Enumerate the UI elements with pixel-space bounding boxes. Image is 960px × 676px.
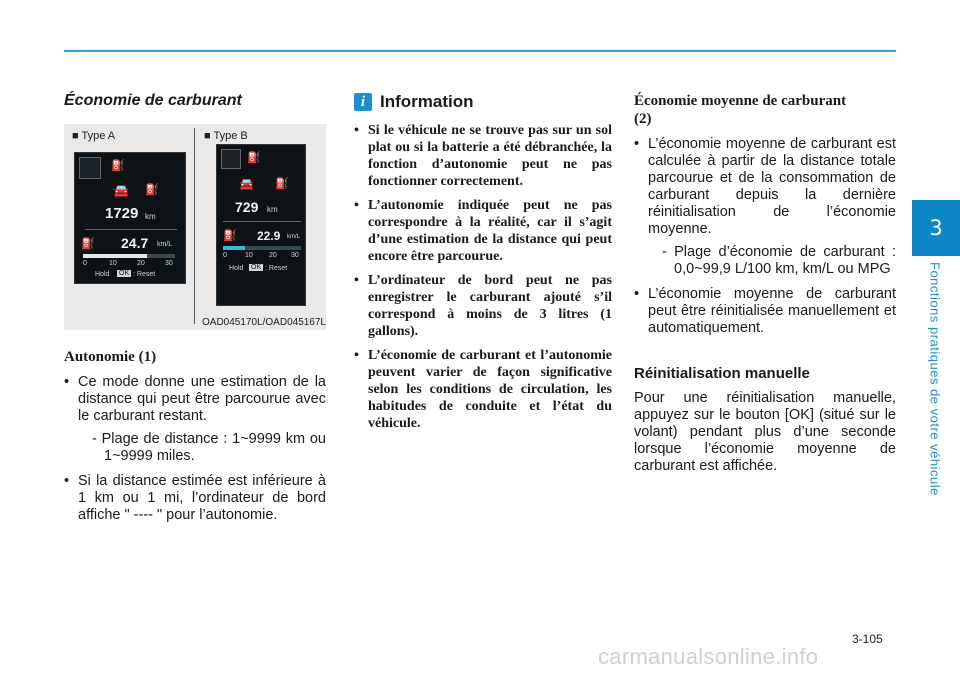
economy-value: 24.7 [121, 235, 149, 251]
chapter-title: Fonctions pratiques de votre véhicule [927, 262, 943, 496]
manual-reset-heading: Réinitialisation manuelle [634, 365, 810, 382]
cluster-display-type-b [216, 144, 306, 306]
range-value: 729 [235, 199, 259, 215]
scale-tick-0: 0 [223, 252, 227, 259]
range-bullets [64, 374, 326, 524]
top-rule [64, 50, 896, 52]
display-indicator-box [79, 157, 101, 179]
hold-label: Hold [95, 271, 110, 278]
scale-tick-30: 30 [165, 260, 173, 267]
info-list [354, 122, 612, 432]
car-icon: 🚘 [113, 183, 130, 198]
watermark: carmanualsonline.info [598, 644, 819, 669]
list-item: • L’autonomie indiquée peut ne pas correspondre à la réalité, car il s’agit d’une estimation de la distance qui peut encore être parcourue. [354, 197, 612, 265]
column-left [64, 92, 326, 524]
fuel-pump-icon: ⛽ [111, 160, 125, 172]
sub-item: - Plage de distance : 1~9999 km ou 1~9999 miles. [92, 431, 326, 464]
info-header [354, 92, 612, 112]
display-separator [223, 221, 301, 222]
sub-item: - Plage d’économie de carburant : 0,0~99,9 L/100 km, km/L ou MPG [662, 244, 896, 277]
range-heading: Autonomie (1) [64, 349, 157, 365]
list-item: • L’ordinateur de bord peut ne pas enregistrer le carburant ajouté s’il correspond à moins de 3 litres (1 gallons). [354, 272, 612, 340]
range-unit: km [267, 205, 278, 214]
display-separator [85, 229, 177, 230]
ok-badge: OK [119, 270, 130, 277]
scale-tick-20: 20 [137, 260, 145, 267]
average-economy-bullets [634, 136, 896, 337]
figure-code: OAD045170L/OAD045167L [202, 317, 326, 328]
reset-label: : Reset [265, 265, 288, 272]
column-middle [354, 92, 612, 432]
list-item: • L’économie de carburant et l’autonomie peuvent varier de façon significative selon les conditions de circulation, les habitudes de conduite et l’état du véhicule. [354, 347, 612, 432]
scale-tick-20: 20 [269, 252, 277, 259]
display-indicator-box [221, 149, 241, 169]
average-economy-heading: Économie moyenne de carburant (2) [634, 93, 847, 127]
scale-tick-30: 30 [291, 252, 299, 259]
hold-label: Hold [229, 265, 244, 272]
chapter-tab [912, 200, 960, 256]
column-right [634, 92, 896, 475]
list-item: • Ce mode donne une estimation de la distance qui peut être parcourue avec le carburant restant. - Plage de distance : 1~9999 km ou 1~9999 miles. [64, 374, 326, 465]
list-item: • L’économie moyenne de carburant peut être réinitialisée manuellement et automatiquement. [634, 286, 896, 337]
fuel-pump-icon: ⛽ [145, 184, 159, 196]
economy-unit: km/L [287, 234, 301, 240]
chapter-title-vertical [924, 262, 946, 502]
list-item: • L’économie moyenne de carburant est calculée à partir de la distance totale parcourue et de la consommation de carburant depuis la dernière réinitialisation de l’économie moyenne. - Plage d’économie de carburant : 0,0~99,9 L/100 km, km/L ou MPG [634, 136, 896, 278]
section-title: Économie de carburant [64, 92, 242, 109]
scale-tick-10: 10 [245, 252, 253, 259]
economy-scale-fill [223, 246, 245, 250]
fuel-pump-icon: ⛽ [223, 230, 237, 242]
page-number: 3-105 [852, 632, 883, 646]
economy-unit: km/L [157, 241, 173, 248]
scale-tick-0: 0 [83, 260, 87, 267]
fuel-pump-icon: ⛽ [275, 178, 289, 190]
range-unit: km [145, 212, 156, 221]
economy-scale-fill [83, 254, 147, 258]
figure-label-type-b: ■ Type B [204, 130, 248, 142]
range-value: 1729 [105, 205, 139, 222]
ok-badge: OK [251, 264, 262, 271]
list-item: • Si le véhicule ne se trouve pas sur un sol plat ou si la batterie a été débranchée, la fonction d’autonomie peut ne pas fonctionner correctement. [354, 122, 612, 190]
list-item: • Si la distance estimée est inférieure à 1 km ou 1 mi, l’ordinateur de bord affiche " ---- " pour l’autonomie. [64, 473, 326, 524]
chapter-number: 3 [929, 216, 943, 240]
economy-value: 22.9 [257, 229, 281, 243]
fuel-pump-icon: ⛽ [81, 238, 95, 250]
fuel-pump-icon: ⛽ [247, 152, 261, 164]
cluster-display-type-a [74, 152, 186, 284]
figure-divider [194, 128, 195, 324]
reset-label: : Reset [133, 271, 156, 278]
info-icon: i [354, 93, 372, 111]
figure-label-type-a: ■ Type A [72, 130, 116, 142]
car-icon: 🚘 [239, 177, 254, 191]
scale-tick-10: 10 [109, 260, 117, 267]
instrument-cluster-figure [64, 124, 326, 330]
info-title: Information [380, 92, 474, 111]
manual-reset-text: Pour une réinitialisation manuelle, appuyez sur le bouton [OK] (situé sur le volant) pendant plus d’une seconde lorsque l’économie moyenne de carburant est affichée. [634, 390, 896, 474]
